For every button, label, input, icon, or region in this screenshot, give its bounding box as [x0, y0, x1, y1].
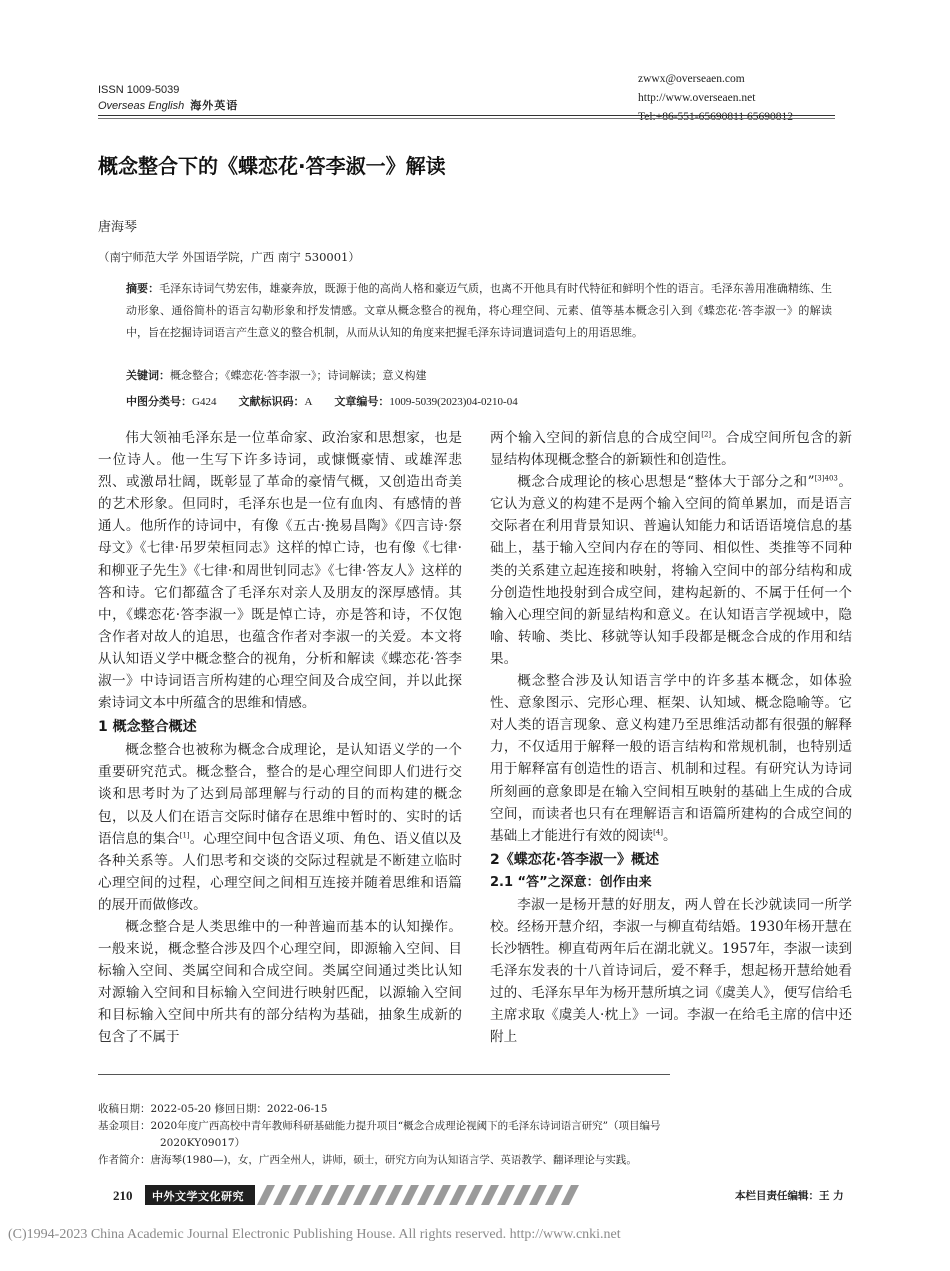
journal-name — [98, 98, 238, 114]
s1p1-text-b: 。心理空间中包含语义项、角色、语义值以及各种关系等。人们思考和交谈的交际过程就是不断建立临时心理空间的过程，心理空间之间相互连接并随着思维和语篇的展开而做修改。 — [98, 830, 463, 913]
s1p4-text-a: 概念整合涉及认知语言学中的许多基本概念，如体验性、意象图示、完形心理、框架、认知域、概念隐喻等。它对人类的语言现象、意义构建乃至思维活动都有很强的解释力，不仅适用于解释一般的语言结构和常规机制，也特别适用于解释富有创造性的语言、机制和过程。有研究认为诗词所刻画的意象即是在输入空间相互映射的基础上生成的合成空间，而读者也只有在理解语言和语篇所建构的合成空间的基础上才能进行有效的阅读 — [490, 673, 852, 844]
body-column-right — [490, 427, 852, 1048]
contact-website: http://www.overseaen.net — [638, 92, 756, 104]
copyright-notice: (C)1994-2023 China Academic Journal Electronic Publishing House. All rights reserved. http://www.cnki.net — [8, 1227, 621, 1242]
journal-header-left — [98, 82, 238, 114]
doc-code-value: A — [304, 396, 313, 408]
header-rule — [98, 115, 835, 116]
contact-email: zwwx@overseaen.com — [638, 73, 745, 85]
article-author: 唐海琴 — [98, 220, 138, 235]
doc-code-label: 文献标识码： — [238, 395, 305, 408]
footnotes — [98, 1101, 852, 1169]
article-no-value: 1009-5039(2023)04-0210-04 — [389, 396, 518, 408]
column-editor: 本栏目责任编辑：王 力 — [735, 1190, 844, 1202]
contact-tel: Tel:+86-551-65690811 65690812 — [638, 111, 794, 123]
issn: ISSN 1009-5039 — [98, 84, 180, 96]
citation-4: [4] — [653, 828, 664, 837]
s1p4-text-b: 。 — [663, 827, 677, 844]
s1p1-text-a: 概念整合也被称为概念合成理论，是认知语义学的一个重要研究范式。概念整合，整合的是心理空间即人们进行交谈和思考时为了达到局部理解与行动的目的而构建的概念包，以及人们在语言交际时储存在思维中暂时的、实时的话语信息的集合 — [98, 742, 462, 847]
abstract-label: 摘要： — [126, 282, 160, 295]
abstract — [126, 278, 832, 344]
footnote-rule — [98, 1074, 670, 1075]
keywords — [126, 367, 427, 383]
section-1-paragraph-2: 概念整合是人类思维中的一种普遍而基本的认知操作。一般来说，概念整合涉及四个心理空间，即源输入空间、目标输入空间、类属空间和合成空间。类属空间通过类比认知对源输入空间和目标输入空间进行映射匹配，以源输入空间和目标输入空间中所共有的部分结构为基础，抽象生成新的包含了不属于 — [98, 918, 462, 1046]
citation-3: [3]403 — [814, 474, 838, 483]
page-number: 210 — [113, 1188, 133, 1203]
section-1-paragraph-3 — [490, 471, 852, 670]
section-2-1-heading: 2.1 “答”之深意：创作由来 — [490, 874, 652, 890]
section-1-paragraph-4 — [490, 670, 852, 847]
section-2-heading: 2《蝶恋花·答李淑一》概述 — [490, 851, 660, 868]
author-affiliation: （南宁师范大学 外国语学院，广西 南宁 530001） — [98, 250, 360, 264]
citation-2: [2] — [701, 430, 712, 439]
s1p3-text-a: 概念合成理论的核心思想是“整体大于部分之和” — [517, 474, 815, 491]
keywords-text: 概念整合；《蝶恋花·答李淑一》；诗词解读；意义构建 — [170, 369, 427, 382]
received-dates: 收稿日期：2022-05-20 修回日期：2022-06-15 — [98, 1103, 328, 1115]
s1p3-text-b: 。它认为意义的构建不是两个输入空间的简单累加，而是语言交际者在利用背景知识、普遍认知能力和话语语境信息的基础上，基于输入空间内存在的等同、相似性、类推等不同种类的关系建立起连接和映射，将输入空间中的部分结构和成分创造性地投射到合成空间，建构起新的、不属于任何一个输入心理空间的新显结构和意义。在认知语言学视域中，隐喻、转喻、类比、移就等认知手段都是概念合成的作用和结果。 — [490, 474, 853, 667]
s1p2-cont-text-b: 。合成空间所包含的新显结构体现概念整合的新颖性和创造性。 — [490, 430, 853, 469]
clc-value: G424 — [192, 396, 217, 408]
section-1-paragraph-1 — [98, 739, 462, 916]
fund-line-2: 2020KY09017） — [160, 1137, 246, 1149]
citation-1: [1] — [179, 831, 190, 840]
journal-name-en: Overseas English — [98, 100, 185, 112]
journal-name-cn: 海外英语 — [190, 100, 239, 112]
article-title: 概念整合下的《蝶恋花·答李淑一》解读 — [98, 154, 446, 178]
clc-label: 中图分类号： — [126, 395, 192, 408]
author-bio: 作者简介：唐海琴(1980—)，女，广西全州人，讲师，硕士，研究方向为认知语言学、英语教学、翻译理论与实践。 — [98, 1154, 637, 1166]
column-name: 中外文学文化研究 — [152, 1190, 244, 1203]
classification-line — [126, 393, 518, 409]
s1p2-cont-text-a: 两个输入空间的新信息的合成空间 — [490, 430, 702, 446]
section-2-1-paragraph-1: 李淑一是杨开慧的好朋友，两人曾在长沙就读同一所学校。经杨开慧介绍，李淑一与柳直荀结婚。1930年杨开慧在长沙牺牲。柳直荀两年后在湖北就义。1957年，李淑一读到毛泽东发表的十八首诗词后，爱不释手，想起杨开慧给她看过的、毛泽东早年为杨开慧所填之词《虞美人》，便写信给毛主席求取《虞美人·枕上》一词。李淑一在给毛主席的信中还附上 — [490, 896, 852, 1046]
fund-line-1: 基金项目：2020年度广西高校中青年教师科研基础能力提升项目“概念合成理论视阈下的毛泽东诗词语言研究”（项目编号 — [98, 1120, 661, 1132]
intro-paragraph: 伟大领袖毛泽东是一位革命家、政治家和思想家，也是一位诗人。他一生写下许多诗词，或慷慨豪情、或雄浑悲烈、或激昂壮阔，既彰显了革命的豪情气概，又创造出奇美的艺术形象。但同时，毛泽东也是一位有血肉、有感情的普通人。他所作的诗词中，有像《五古·挽易昌陶》《四言诗·祭母文》《七律·吊罗荣桓同志》这样的悼亡诗，也有像《七律·和柳亚子先生》《七律·和周世钊同志》《七律·答友人》这样的答和诗。它们都蕴含了毛泽东对亲人及朋友的深厚感情。其中，《蝶恋花·答李淑一》既是悼亡诗，亦是答和诗，不仅饱含作者对故人的追思，也蕴含作者对李淑一的关爱。本文将从认知语义学中概念整合的视角，分析和解读《蝶恋花·答李淑一》中诗词语言所构建的心理空间及合成空间，并以此探索诗词文本中所蕴含的思维和情感。 — [98, 430, 462, 712]
abstract-text: 毛泽东诗词气势宏伟，雄豪奔放，既源于他的高尚人格和豪迈气质，也离不开他具有时代特征和鲜明个性的语言。毛泽东善用准确精练、生动形象、通俗简朴的语言勾勒形象和抒发情感。文章从概念整合的视角，将心理空间、元素、值等基本概念引入到《蝶恋花·答李淑一》的解读中，旨在挖掘诗词语言产生意义的整合机制，从而从认知的角度来把握毛泽东诗词遣词造句上的用语思维。 — [126, 282, 833, 339]
section-1-heading: 1 概念整合概述 — [98, 719, 197, 736]
keywords-label: 关键词： — [126, 369, 170, 382]
body-column-left — [98, 427, 462, 1049]
article-no-label: 文章编号： — [334, 395, 390, 408]
header-rule-thin — [98, 118, 835, 119]
section-1-paragraph-2-cont — [490, 427, 852, 471]
